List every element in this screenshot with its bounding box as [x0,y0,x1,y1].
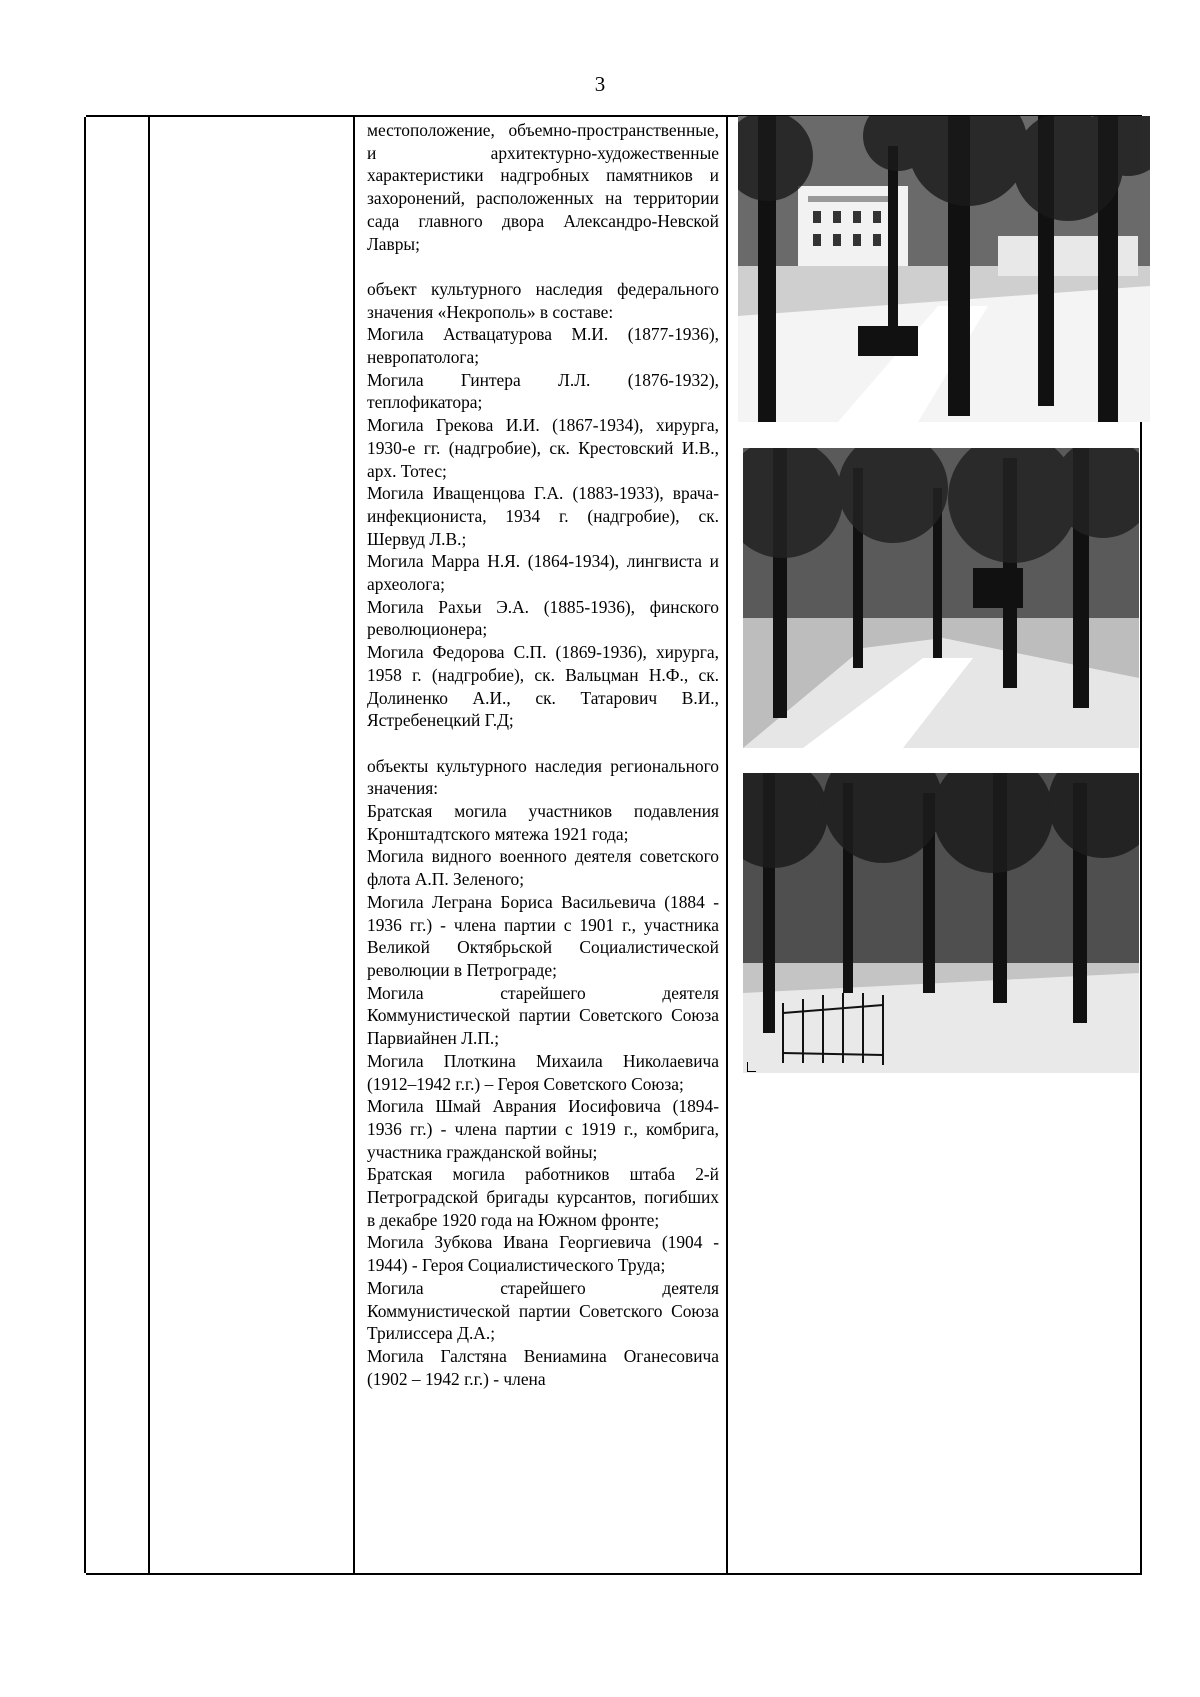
list-item: Могила старейшего деятеля Коммунистической партии Советского Союза Парвиайнен Л.П.; [367,982,719,1049]
column-divider [148,117,150,1573]
list-item: Братская могила работников штаба 2-й Петроградской бригады курсантов, погибших в декабре 1920 года на Южном фронте; [367,1164,719,1230]
intro-paragraph: местоположение, объемно-пространственные, и архитектурно-художественные характеристики надгробных памятников и захоронений, расположенных на территории сада главного двора Александро-Невской Лавры; [367,120,719,254]
garden-photo-3 [743,773,1139,1073]
regional-heading: объекты культурного наследия регионального значения: [367,755,719,799]
column-divider [353,117,355,1573]
column-divider [84,117,86,1573]
description-column [367,115,719,1390]
list-item: Могила Грекова И.И. (1867-1934), хирурга, 1930-е гг. (надгробие), ск. Крестовский И.В., арх. Тотес; [367,415,719,481]
list-item: Могила старейшего деятеля Коммунистической партии Советского Союза Трилиссера Д.А.; [367,1277,719,1344]
corner-mark [747,1062,756,1072]
list-item: Могила Рахьи Э.А. (1885-1936), финского революционера; [367,596,719,640]
list-item: Могила Аствацатурова М.И. (1877-1936), невропатолога; [367,324,719,368]
list-item: Могила Марра Н.Я. (1864-1934), лингвиста и археолога; [367,551,719,595]
list-item: Могила Леграна Бориса Васильевича (1884 - 1936 гг.) - члена партии с 1901 г., участника Великой Октябрьской Социалистической революции в Петрограде; [367,891,719,980]
federal-heading: объект культурного наследия федерального значения «Некрополь» в составе: [367,278,719,322]
list-item: Могила Федорова С.П. (1869-1936), хирурга, 1958 г. (надгробие), ск. Вальцман Н.Ф., ск. Долиненко А.И., ск. Татарович В.И., Ястребенецкий Г.Д; [367,642,719,731]
page-number: 3 [594,72,606,96]
list-item: Могила Иващенцова Г.А. (1883-1933), врача-инфекциониста, 1934 г. (надгробие), ск. Шервуд Л.В.; [367,483,719,549]
list-item: Могила видного военного деятеля советского флота А.П. Зеленого; [367,846,719,890]
garden-photo-1 [738,116,1150,422]
list-item: Могила Плоткина Михаила Николаевича (1912–1942 г.г.) – Героя Советского Союза; [367,1050,719,1094]
list-item: Могила Гинтера Л.Л. (1876-1932), теплофикатора; [367,369,719,413]
garden-photo-2 [743,448,1139,748]
list-item: Могила Галстяна Вениамина Оганесовича (1902 – 1942 г.г.) - члена [367,1345,719,1389]
list-item: Братская могила участников подавления Кронштадтского мятежа 1921 года; [367,801,719,844]
column-divider [726,117,728,1573]
list-item: Могила Зубкова Ивана Георгиевича (1904 - 1944) - Героя Социалистического Труда; [367,1232,719,1276]
list-item: Могила Шмай Аврания Иосифовича (1894-1936 гг.) - члена партии с 1919 г., комбрига, участника гражданской войны; [367,1096,719,1162]
